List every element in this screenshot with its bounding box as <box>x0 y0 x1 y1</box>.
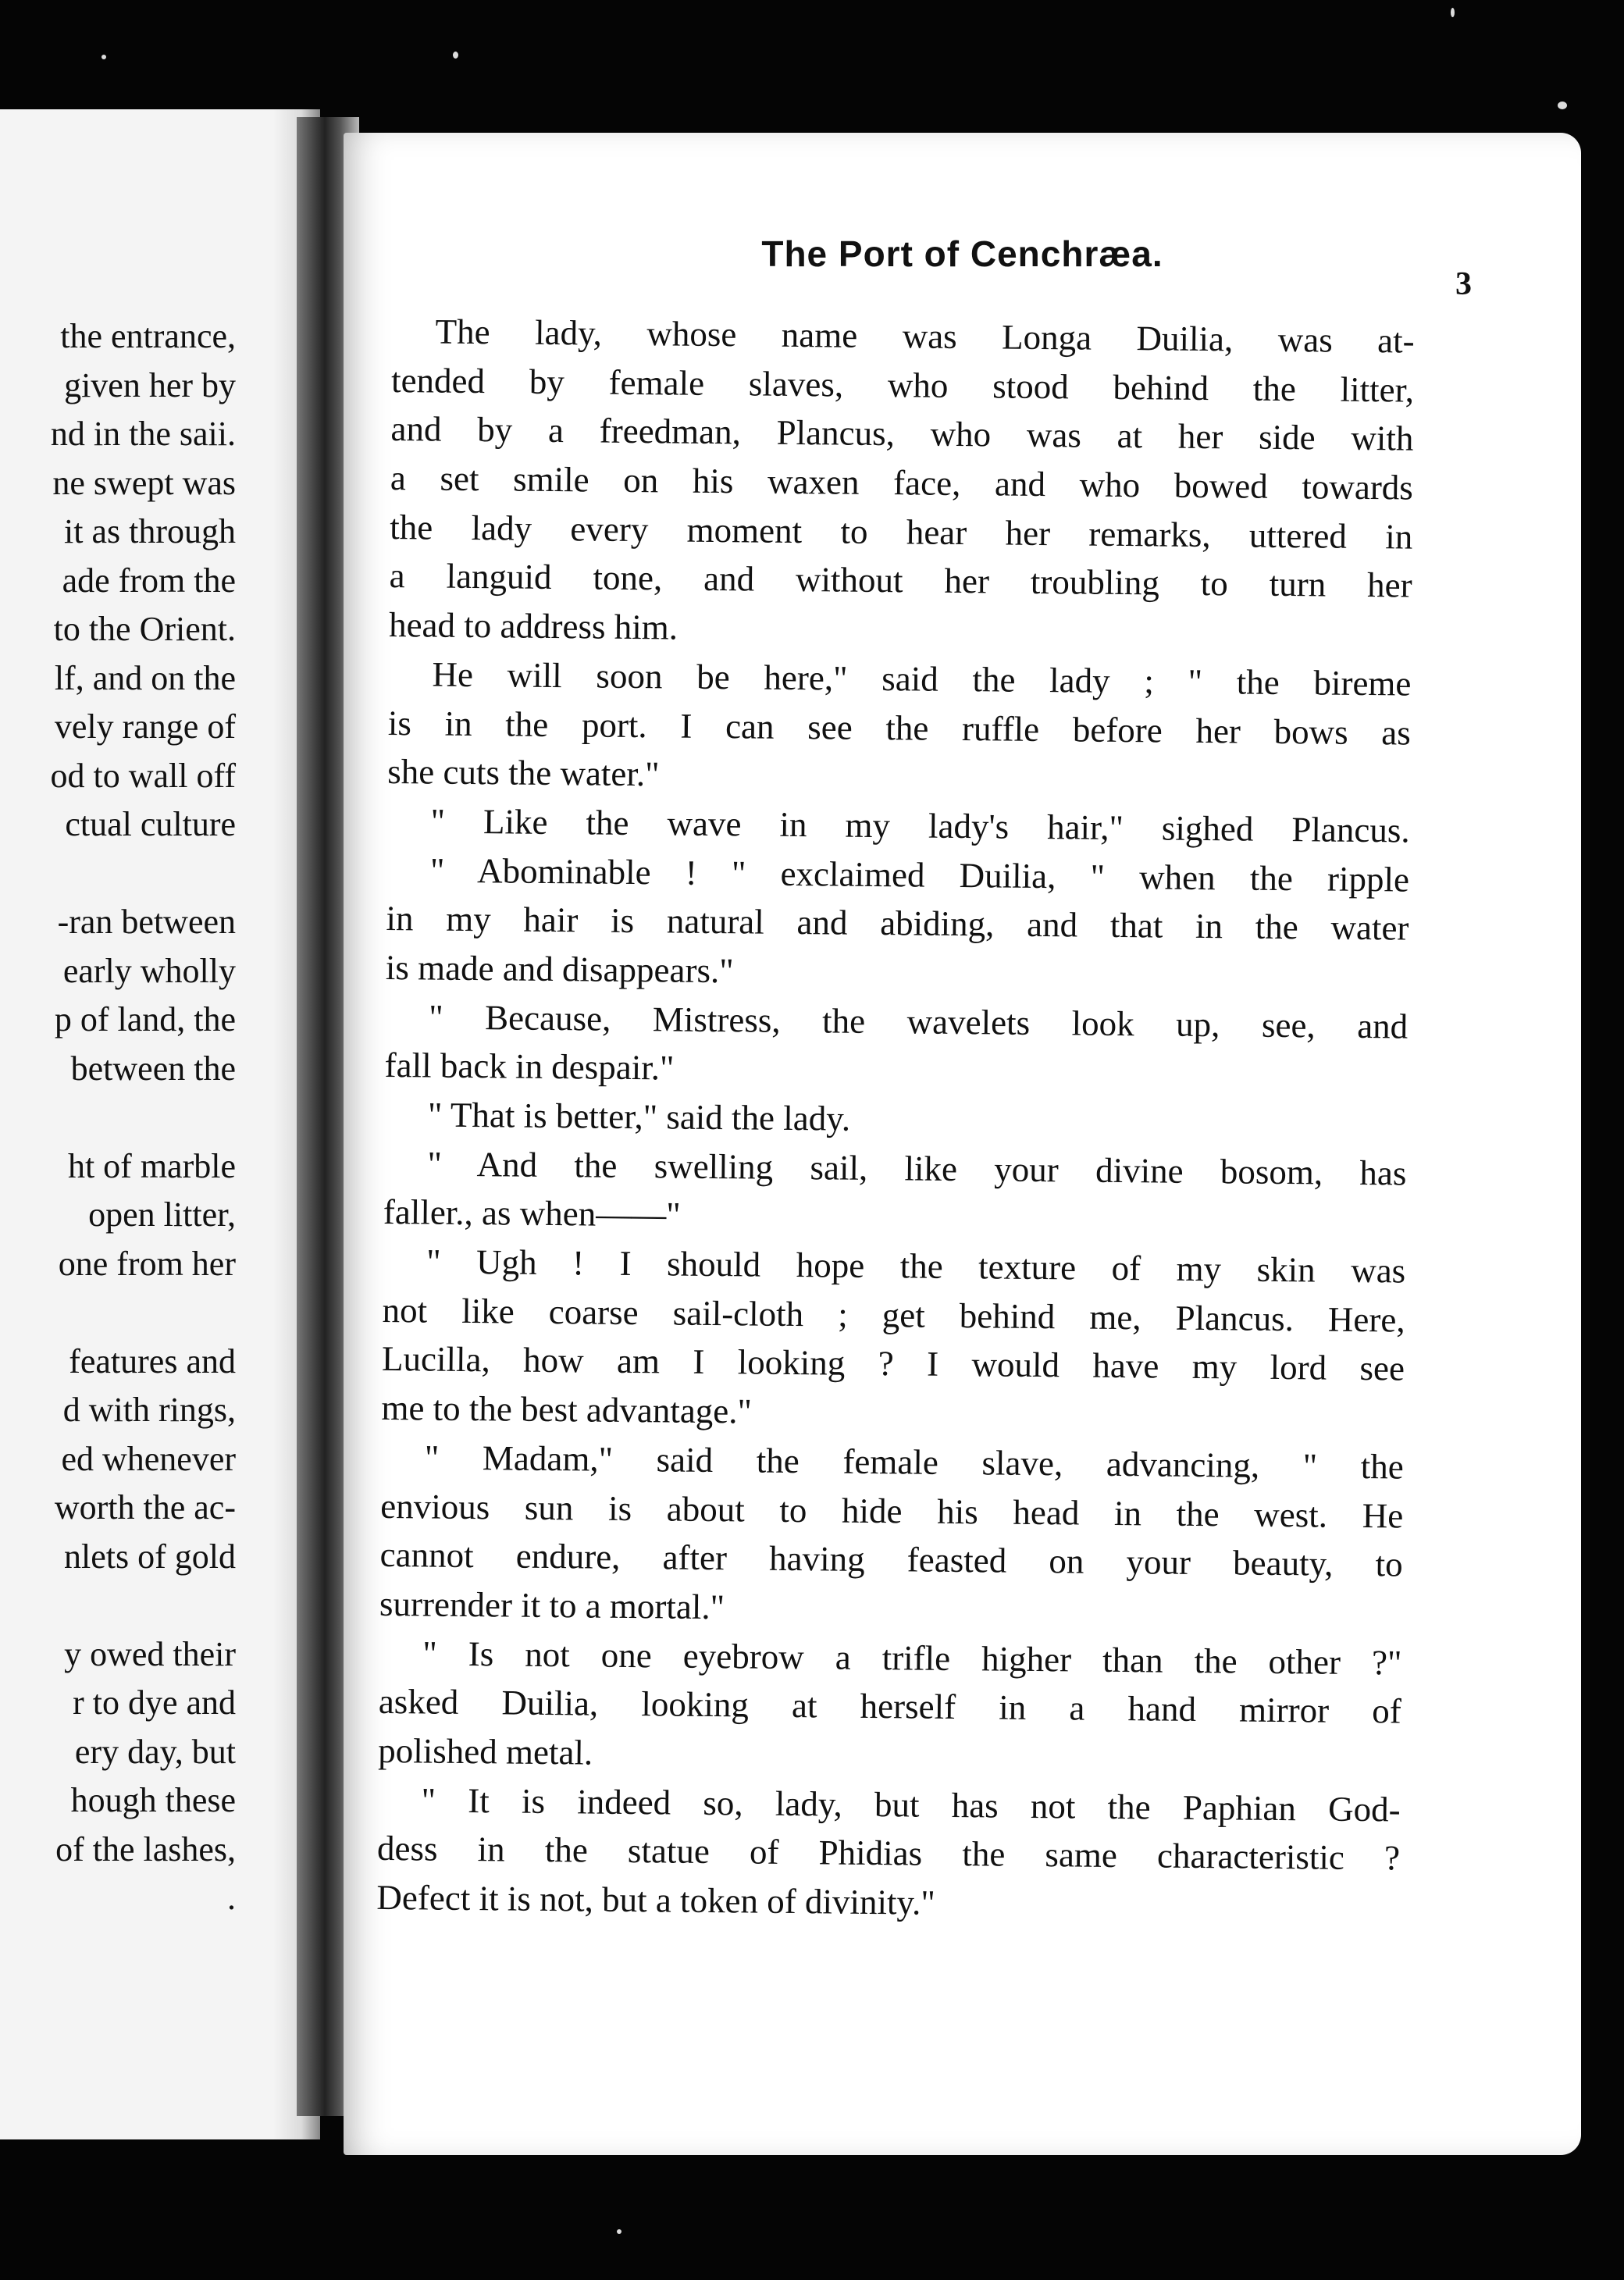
scan-speck <box>617 2229 621 2234</box>
body-text-line: " Madam," said the female slave, advancing, " the <box>424 1437 1405 1487</box>
body-text-line: is in the port. I can see the ruffle before her bows as <box>387 703 1412 753</box>
current-page <box>344 133 1581 2155</box>
previous-page-line: y owed their <box>64 1634 236 1673</box>
body-text-line: not like coarse sail-cloth ; get behind me, Plancus. Here, <box>382 1290 1405 1340</box>
previous-page-line: nlets of gold <box>64 1537 236 1576</box>
previous-page-line <box>51 1288 237 1338</box>
body-text-line: tended by female slaves, who stood behind the litter, <box>390 360 1415 410</box>
body-text-line: Defect it is not, but a token of divinity." <box>376 1877 935 1922</box>
body-text-line: a set smile on his waxen face, and who bowed towards <box>390 458 1414 508</box>
body-text-line: in my hair is natural and abiding, and that in the water <box>386 899 1409 948</box>
previous-page-fragment <box>0 109 320 2139</box>
previous-page-line: worth the ac- <box>54 1488 236 1527</box>
previous-page-line: to the Orient. <box>53 610 236 648</box>
body-text-line: " Is not one eyebrow a trifle higher than the other ?" <box>422 1633 1402 1683</box>
body-text-line: envious sun is about to hide his head in the west. He <box>380 1486 1404 1536</box>
body-text-line: a languid tone, and without her troubling to turn her <box>389 556 1412 605</box>
previous-page-line: of the lashes, <box>55 1829 236 1869</box>
body-text-line: surrender it to a mortal." <box>379 1584 725 1627</box>
body-text-line: the lady every moment to hear her remarks, uttered in <box>390 507 1413 557</box>
previous-page-line: given her by <box>64 365 236 404</box>
previous-page-line: open litter, <box>88 1195 236 1234</box>
body-text-line: He will soon be here," said the lady ; " the bireme <box>432 654 1412 704</box>
previous-page-line <box>51 850 237 899</box>
running-head: The Port of Cenchræa. <box>761 233 1163 274</box>
previous-page-text <box>51 312 237 1923</box>
previous-page-line: r to dye and <box>73 1683 236 1722</box>
previous-page-line: it as through <box>64 512 236 550</box>
previous-page-line: ne swept was <box>52 463 236 502</box>
body-text-line: is made and disappears." <box>385 947 734 991</box>
body-text-line: " Abominable ! " exclaimed Duilia, " when the ripple <box>429 850 1410 900</box>
body-text-line: " It is indeed so, lady, but has not the Paphian God- <box>421 1780 1401 1829</box>
body-text-line: polished metal. <box>378 1730 593 1772</box>
previous-page-line: hough these <box>70 1781 236 1819</box>
previous-page-line: p of land, the <box>54 1000 236 1038</box>
previous-page-line: the entrance, <box>60 317 236 355</box>
body-text-line: " Like the wave in my lady's hair," sighed Plancus. <box>430 801 1410 850</box>
previous-page-line: ht of marble <box>67 1146 236 1185</box>
body-text-line: fall back in despair." <box>384 1046 675 1088</box>
body-text-line: " Ugh ! I should hope the texture of my skin was <box>426 1242 1406 1291</box>
body-text-line: she cuts the water." <box>387 752 660 794</box>
previous-page-line <box>51 1581 237 1630</box>
previous-page-line: -ran between <box>57 903 236 941</box>
previous-page-line <box>51 1093 237 1142</box>
previous-page-line: . <box>227 1879 236 1917</box>
scan-speck <box>102 55 106 59</box>
body-text-line: dess in the statue of Phidias the same characteristic ? <box>376 1829 1401 1878</box>
previous-page-line: vely range of <box>54 707 236 746</box>
page-body-text <box>376 307 1415 1932</box>
body-text-line: me to the best advantage." <box>381 1388 753 1431</box>
previous-page-line: ery day, but <box>74 1732 236 1771</box>
body-text-line: faller., as when——" <box>383 1192 681 1234</box>
previous-page-line: ctual culture <box>65 805 236 843</box>
body-text-line: The lady, whose name was Longa Duilia, was at- <box>435 312 1415 361</box>
scan-speck <box>453 52 458 59</box>
previous-page-line: ade from the <box>62 561 236 600</box>
body-text-line: " That is better," said the lady. <box>427 1095 851 1138</box>
body-text-line: asked Duilia, looking at herself in a hand mirror of <box>378 1682 1402 1731</box>
previous-page-line: features and <box>69 1341 236 1380</box>
body-text-line: and by a freedman, Plancus, who was at her side with <box>390 409 1414 458</box>
previous-page-line: od to wall off <box>50 756 236 795</box>
previous-page-line: d with rings, <box>62 1391 236 1429</box>
body-text-line: " Because, Mistress, the wavelets look up, see, and <box>429 997 1409 1046</box>
body-text-line: " And the swelling sail, like your divine bosom, has <box>427 1144 1407 1193</box>
previous-page-line: lf, and on the <box>54 658 236 697</box>
previous-page-line: early wholly <box>62 951 236 990</box>
body-text-line: Lucilla, how am I looking ? I would have my lord see <box>381 1339 1405 1388</box>
previous-page-line: between the <box>70 1049 236 1088</box>
previous-page-line: one from her <box>58 1244 236 1283</box>
previous-page-line: ed whenever <box>61 1439 236 1478</box>
body-text-line: cannot endure, after having feasted on your beauty, to <box>379 1535 1403 1584</box>
page-number: 3 <box>1455 266 1472 302</box>
scan-speck <box>1451 8 1455 17</box>
previous-page-line: nd in the saii. <box>50 415 236 453</box>
body-text-line: head to address him. <box>388 605 678 647</box>
scan-speck <box>1558 102 1567 109</box>
